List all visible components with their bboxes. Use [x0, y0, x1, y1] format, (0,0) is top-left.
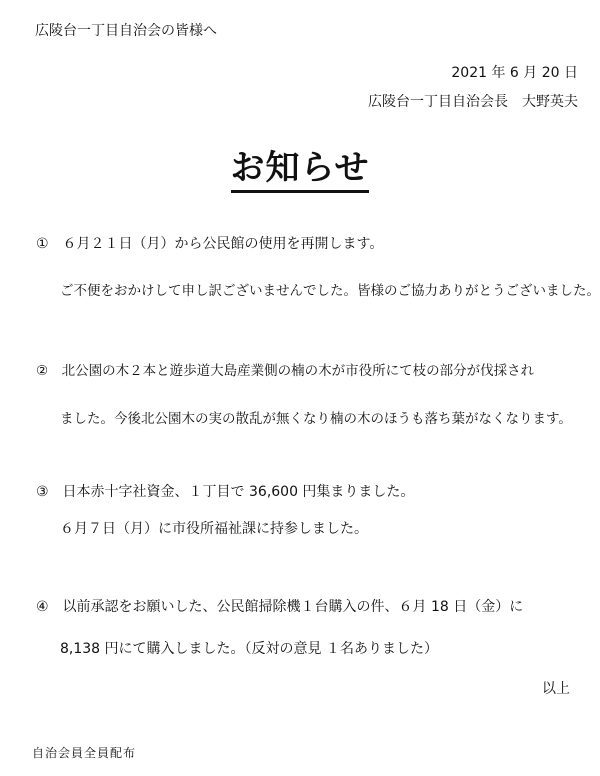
item-4-line-1: ④ 以前承認をお願いした、公民館掃除機１台購入の件、６月 18 日（金）に [36, 599, 524, 615]
addressee: 広陵台一丁目自治会の皆様へ [35, 23, 217, 39]
date: 2021 年 6 月 20 日 [451, 65, 578, 81]
item-3-line-1: ③ 日本赤十字社資金、１丁目で 36,600 円集まりました。 [36, 484, 415, 500]
item-1-line-2: ご不便をおかけして申し訳ございませんでした。皆様のご協力ありがとうございました。 [60, 283, 600, 299]
item-2-line-2: ました。今後北公園木の実の散乱が無くなり楠の木のほうも落ち葉がなくなります。 [60, 411, 572, 427]
item-1-line-1: ① ６月２１日（月）から公民館の使用を再開します。 [36, 236, 384, 252]
closing-mark: 以上 [542, 681, 570, 697]
item-2-line-1: ② 北公園の木２本と遊歩道大島産業側の楠の木が市役所にて枝の部分が伐採され [36, 363, 535, 379]
distribution-note: 自治会員全員配布 [32, 746, 137, 760]
page-title-text: お知らせ [231, 148, 370, 193]
item-3-line-2: ６月７日（月）に市役所福祉課に持参しました。 [60, 521, 368, 537]
author: 広陵台一丁目自治会長 大野英夫 [368, 94, 578, 110]
item-4-line-2: 8,138 円にて購入しました。（反対の意見 １名ありました） [60, 641, 438, 657]
page-title [0, 145, 600, 191]
